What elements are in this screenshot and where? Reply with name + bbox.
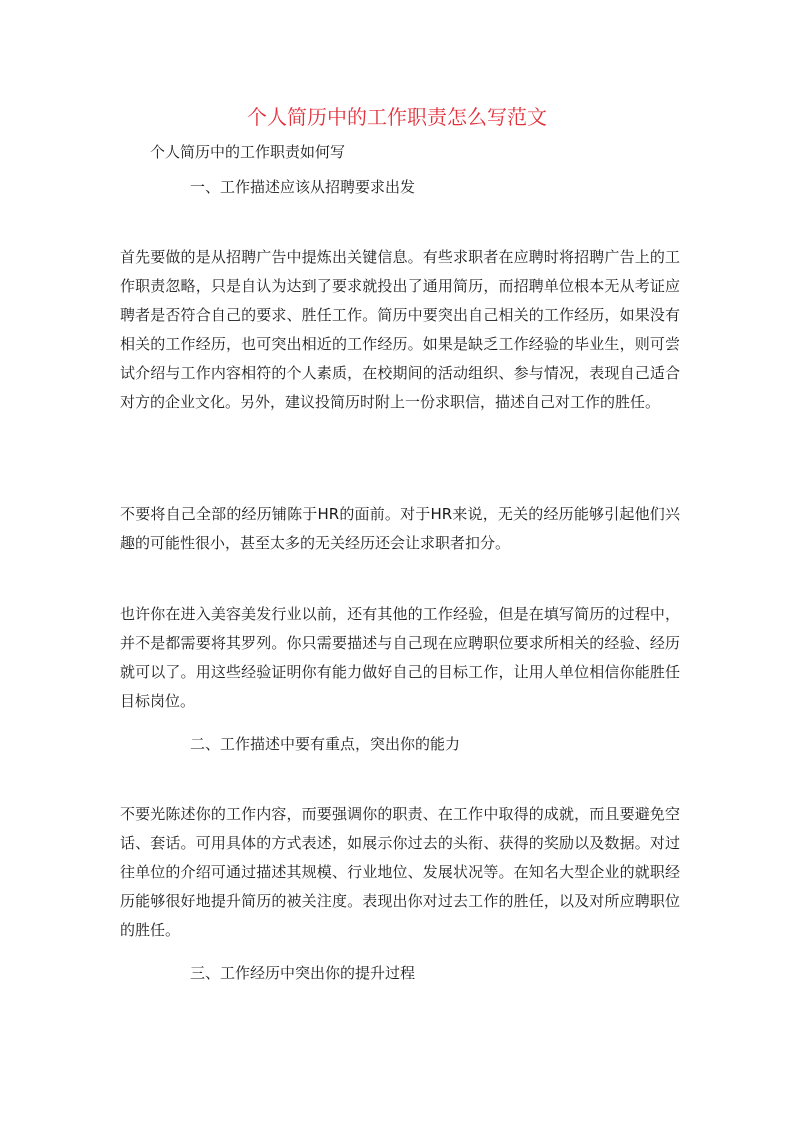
document-title: 个人简历中的工作职责怎么写范文 — [247, 105, 547, 129]
paragraph-4: 不要光陈述你的工作内容，而要强调你的职责、在工作中取得的成就，而且要避免空话、套话。可用具体的方式表述，如展示你过去的头衔、获得的奖励以及数据。对过往单位的介绍可通过描述其规模、行业地位、发展状况等。在知名大型企业的就职经历能够很好地提升简历的被关注度。表现出你对过去工作的胜任，以及对所应聘职位的胜任。 — [120, 805, 680, 939]
document-subtitle: 个人简历中的工作职责如何写 — [150, 143, 346, 161]
paragraph-2: 不要将自己全部的经历铺陈于HR的面前。对于HR来说，无关的经历能够引起他们兴趣的可能性很小，甚至太多的无关经历还会让求职者扣分。 — [120, 505, 680, 552]
paragraph-1: 首先要做的是从招聘广告中提炼出关键信息。有些求职者在应聘时将招聘广告上的工作职责忽略，只是自认为达到了要求就投出了通用简历，而招聘单位根本无从考证应聘者是否符合自己的要求、胜任工作。简历中要突出自己相关的工作经历，如果没有相关的工作经历，也可突出相近的工作经历。如果是缺乏工作经验的毕业生，则可尝试介绍与工作内容相符的个人素质，在校期间的活动组织、参与情况，表现自己适合对方的企业文化。另外，建议投简历时附上一份求职信，描述自己对工作的胜任。 — [120, 248, 680, 411]
paragraph-3: 也许你在进入美容美发行业以前，还有其他的工作经验，但是在填写简历的过程中，并不是都需要将其罗列。你只需要描述与自己现在应聘职位要求所相关的经验、经历就可以了。用这些经验证明你有能力做好自己的目标工作，让用人单位相信你能胜任目标岗位。 — [120, 605, 680, 710]
section-heading-3: 三、工作经历中突出你的提升过程 — [190, 964, 416, 982]
section-heading-2: 二、工作描述中要有重点，突出你的能力 — [190, 735, 461, 753]
section-heading-1: 一、工作描述应该从招聘要求出发 — [190, 178, 416, 196]
